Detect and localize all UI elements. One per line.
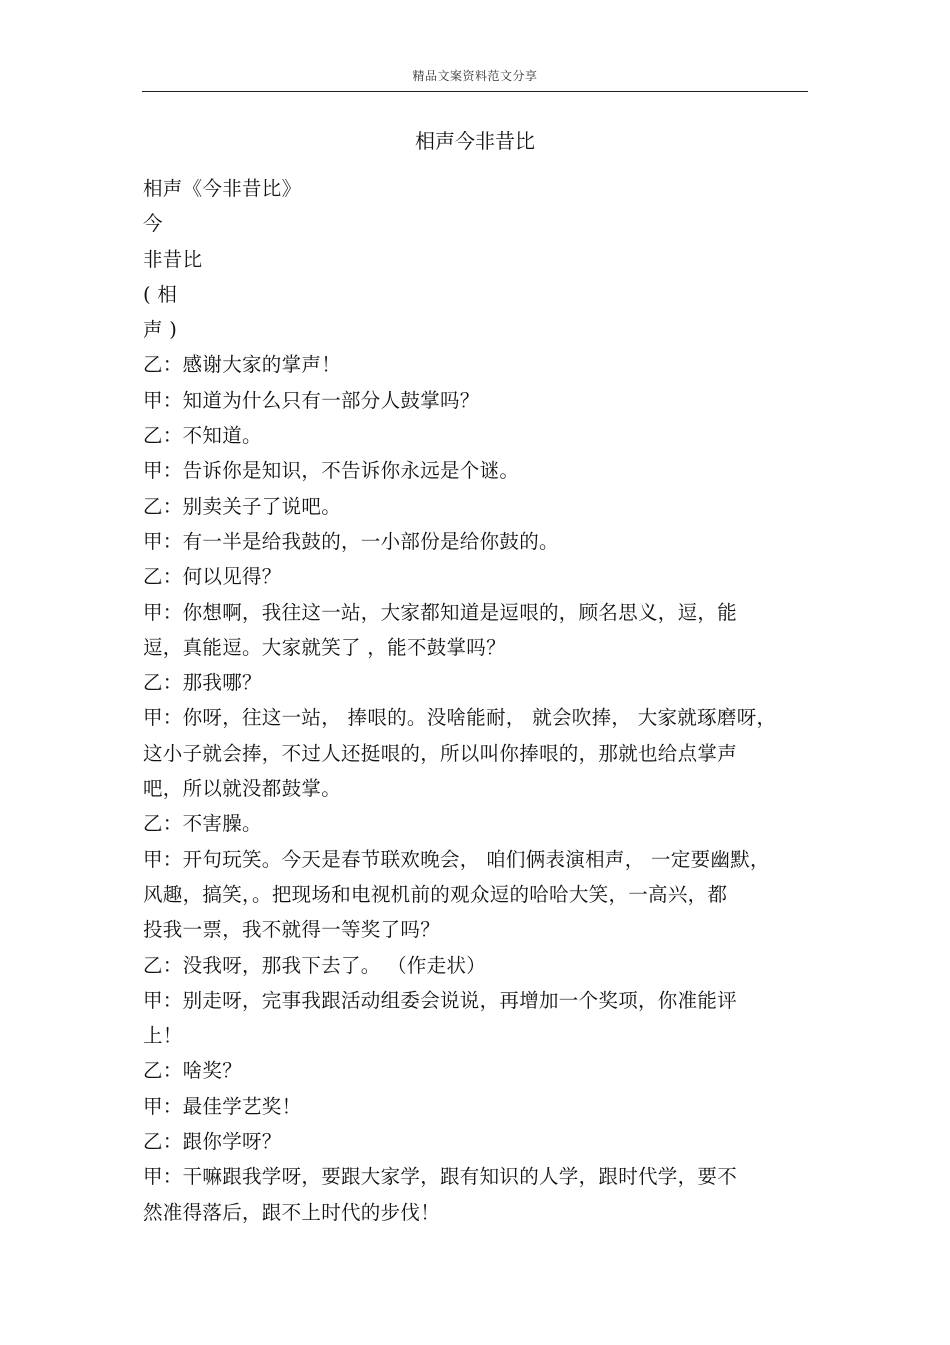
text-line: 甲：你呀，往这一站， 捧哏的。没啥能耐， 就会吹捧， 大家就琢磨呀， bbox=[143, 706, 777, 730]
text-line: ( 相 bbox=[143, 282, 178, 306]
text-line: 乙：别卖关子了说吧。 bbox=[143, 494, 342, 518]
text-line: 这小子就会捧，不过人还挺哏的，所以叫你捧哏的，那就也给点掌声 bbox=[143, 741, 738, 765]
header-divider bbox=[142, 91, 808, 92]
text-line: 乙：何以见得？ bbox=[143, 565, 282, 589]
text-line: 乙：不害臊。 bbox=[143, 812, 262, 836]
text-line: 相声《今非昔比》 bbox=[143, 177, 302, 200]
text-line: 甲：知道为什么只有一部分人鼓掌吗？ bbox=[143, 388, 480, 412]
text-line: 声 ) bbox=[143, 318, 178, 342]
page-header: 精品文案资料范文分享 bbox=[412, 69, 538, 83]
text-line: 非昔比 bbox=[143, 247, 203, 271]
text-line: 乙：感谢大家的掌声！ bbox=[143, 353, 342, 377]
text-line: 甲：开句玩笑。今天是春节联欢晚会， 咱们俩表演相声， 一定要幽默， bbox=[143, 847, 770, 871]
text-line: 然准得落后，跟不上时代的步伐！ bbox=[143, 1200, 441, 1224]
text-line: 甲：有一半是给我鼓的，一小部份是给你鼓的。 bbox=[143, 529, 559, 553]
text-line: 甲：别走呀，完事我跟活动组委会说说，再增加一个奖项，你准能评 bbox=[143, 988, 738, 1012]
document-body bbox=[143, 171, 783, 1230]
text-line: 逗，真能逗。大家就笑了 ，能不鼓掌吗？ bbox=[143, 635, 506, 659]
text-line: 乙：那我哪？ bbox=[143, 671, 262, 695]
text-line: 投我一票，我不就得一等奖了吗？ bbox=[143, 918, 441, 942]
text-line: 甲：你想啊，我往这一站，大家都知道是逗哏的，顾名思义，逗，能 bbox=[143, 600, 738, 624]
text-line: 乙：不知道。 bbox=[143, 424, 262, 448]
text-line: 上！ bbox=[143, 1024, 183, 1048]
text-line: 甲：干嘛跟我学呀，要跟大家学，跟有知识的人学，跟时代学，要不 bbox=[143, 1165, 738, 1189]
text-line: 吧，所以就没都鼓掌。 bbox=[143, 777, 342, 801]
text-line: 今 bbox=[143, 212, 163, 236]
text-line: 甲：最佳学艺奖！ bbox=[143, 1094, 302, 1118]
text-line: 风趣，搞笑，。把现场和电视机前的观众逗的哈哈大笑，一高兴，都 bbox=[143, 882, 728, 906]
text-line: 乙：啥奖？ bbox=[143, 1059, 243, 1083]
text-line: 甲：告诉你是知识，不告诉你永远是个谜。 bbox=[143, 459, 520, 483]
document-title: 相声今非昔比 bbox=[415, 129, 535, 153]
text-line: 乙：跟你学呀？ bbox=[143, 1130, 282, 1154]
text-line: 乙：没我呀，那我下去了。 （作走状） bbox=[143, 953, 487, 977]
